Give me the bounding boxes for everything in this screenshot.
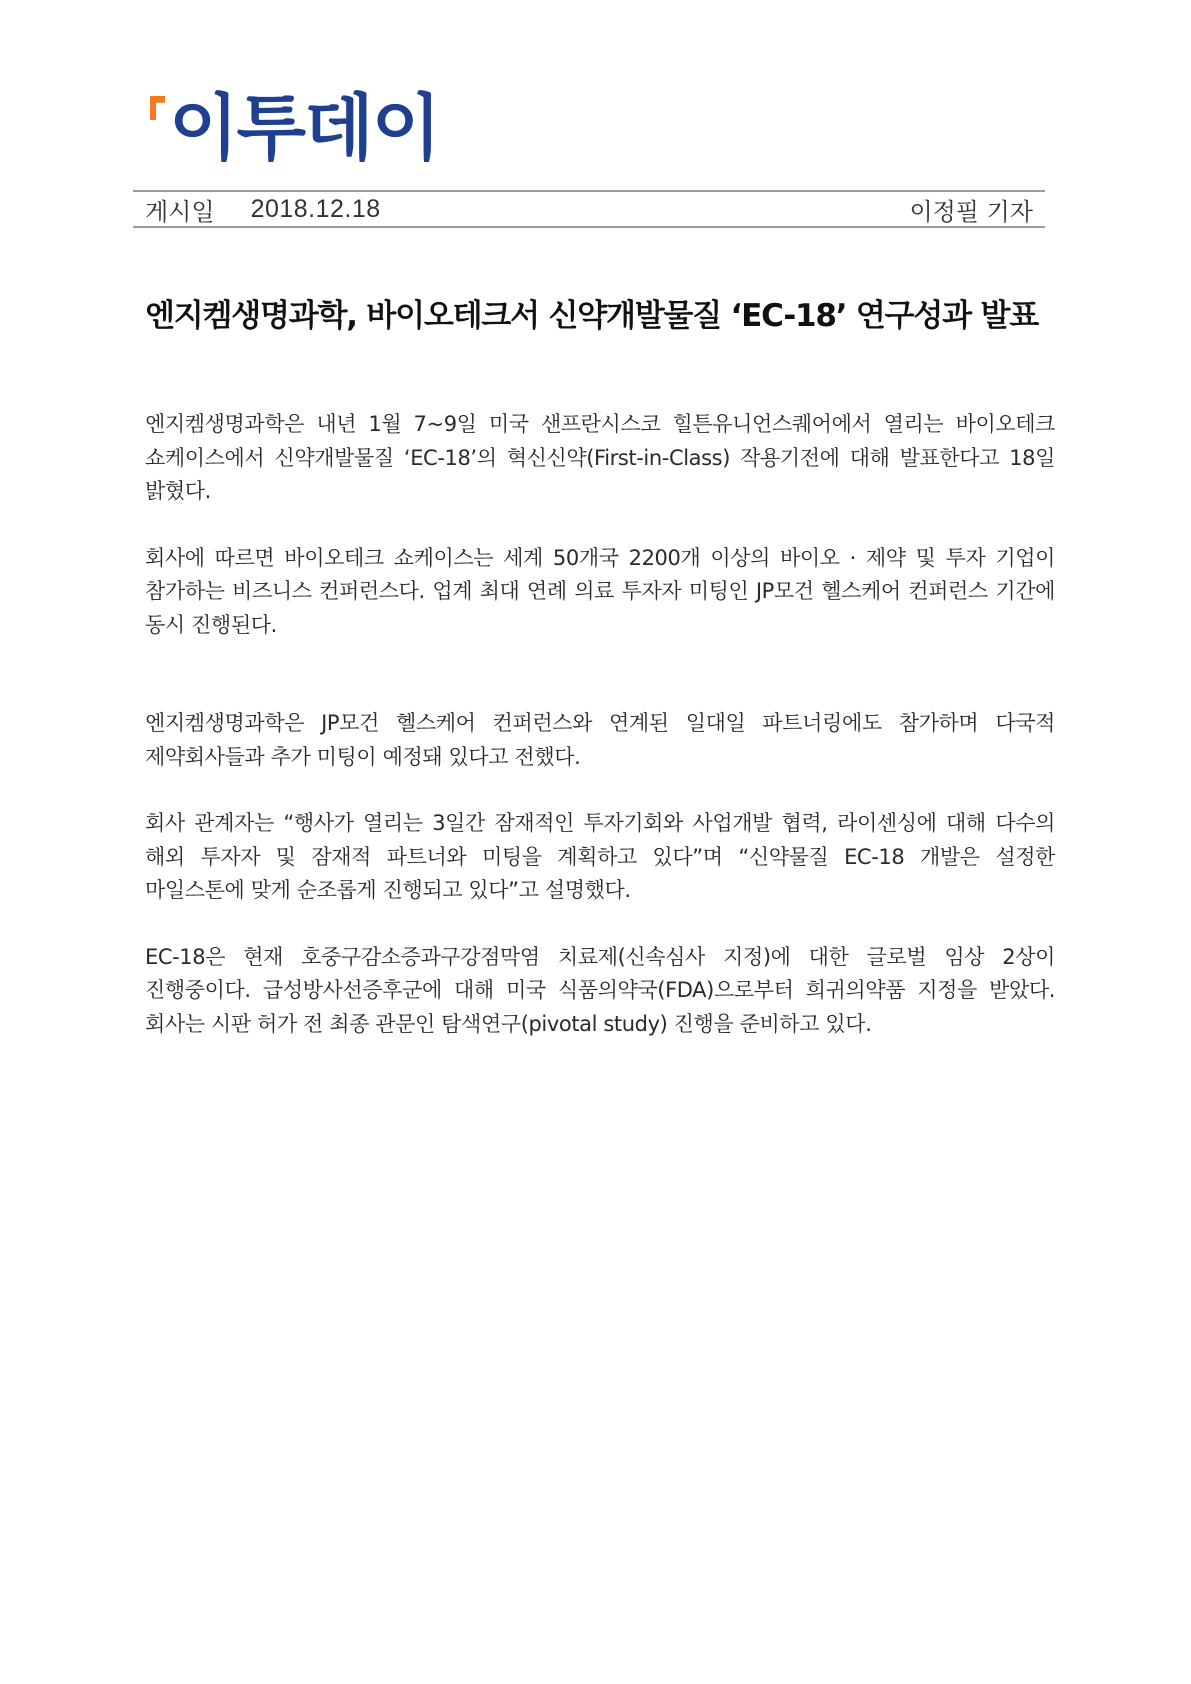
article-paragraph: 회사에 따르면 바이오테크 쇼케이스는 세계 50개국 2200개 이상의 바이오 · 제약 및 투자 기업이 참가하는 비즈니스 컨퍼런스다. 업계 최대 연례 의료 투자자 미팅인 JP모건 헬스케어 컨퍼런스 기간에 동시 진행된다. bbox=[145, 545, 1055, 637]
paragraph-spacer bbox=[145, 642, 1055, 707]
logo-text: 이투데이 bbox=[169, 86, 440, 170]
logo-mark-icon bbox=[150, 96, 165, 120]
article-body bbox=[145, 408, 1055, 1041]
article-title: 엔지켐생명과학, 바이오테크서 신약개발물질 ‘EC-18’ 연구성과 발표 bbox=[145, 298, 1038, 334]
article-meta-bar bbox=[133, 190, 1045, 228]
article-paragraph: EC-18은 현재 호중구감소증과구강점막염 치료제(신속심사 지정)에 대한 글로벌 임상 2상이 진행중이다. 급성방사선증후군에 대해 미국 식품의약국(FDA)으로부터 희귀의약품 지정을 받았다. 회사는 시판 허가 전 최종 관문인 탐색연구(pivotal study) 진행을 준비하고 있다. bbox=[145, 944, 1055, 1036]
author-byline: 이정필 기자 bbox=[909, 197, 1033, 226]
article-paragraph: 회사 관계자는 “행사가 열리는 3일간 잠재적인 투자기회와 사업개발 협력, 라이센싱에 대해 다수의 해외 투자자 및 잠재적 파트너와 미팅을 계획하고 있다”며 “신약물질 EC-18 개발은 설정한 마일스톤에 맞게 순조롭게 진행되고 있다”고 설명했다. bbox=[145, 811, 1055, 902]
publish-date: 2018.12.18 bbox=[250, 194, 381, 223]
article-paragraph: 엔지켐생명과학은 JP모건 헬스케어 컨퍼런스와 연계된 일대일 파트너링에도 참가하며 다국적 제약회사들과 추가 미팅이 예정돼 있다고 전했다. bbox=[145, 711, 1055, 769]
article-paragraph: 엔지켐생명과학은 내년 1월 7~9일 미국 샌프란시스코 힐튼유니언스퀘어에서 열리는 바이오테크 쇼케이스에서 신약개발물질 ‘EC-18’의 혁신신약(First-in-Class) 작용기전에 대해 발표한다고 18일 밝혔다. bbox=[145, 412, 1055, 503]
paragraph-spacer bbox=[145, 509, 1055, 542]
logo bbox=[150, 88, 439, 168]
publish-date-label: 게시일 bbox=[145, 197, 215, 226]
paragraph-spacer bbox=[145, 908, 1055, 941]
paragraph-spacer bbox=[145, 774, 1055, 807]
